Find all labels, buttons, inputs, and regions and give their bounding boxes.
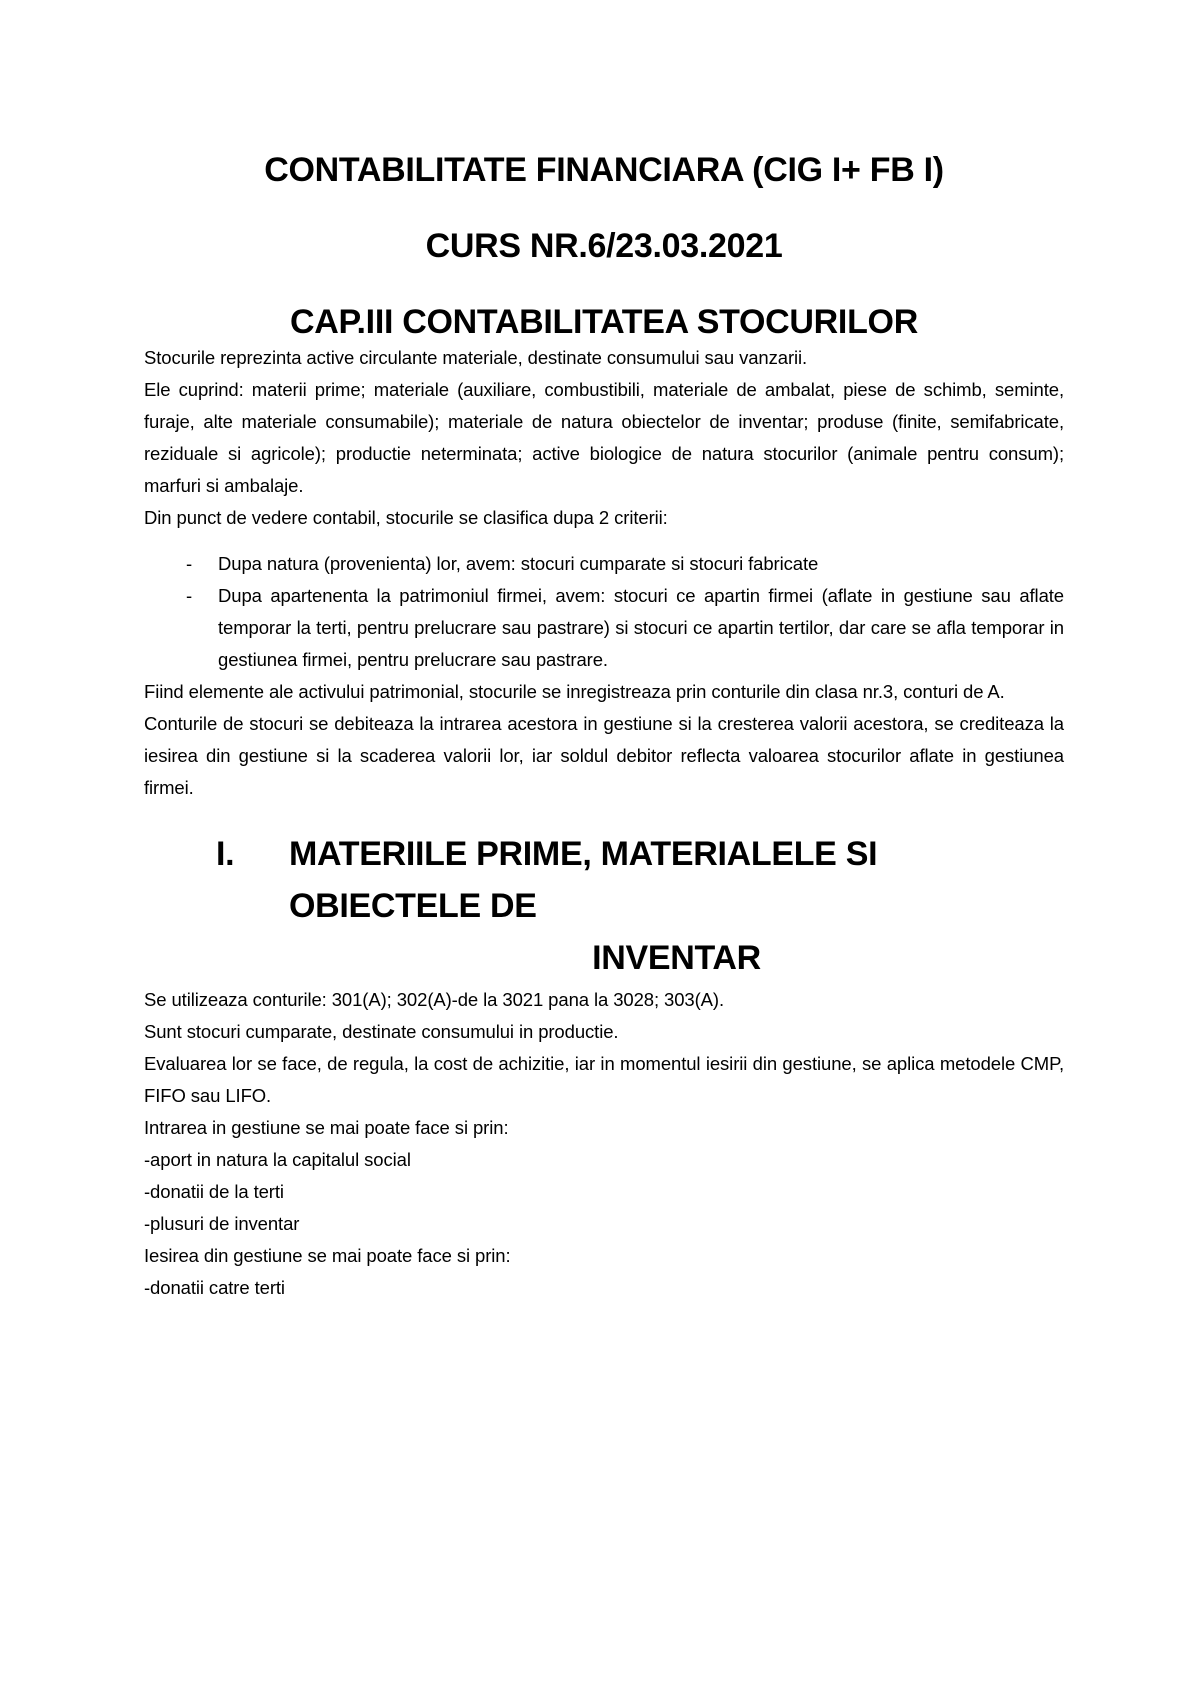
list-marker: - [186,553,193,574]
paragraph-purchased-stocks: Sunt stocuri cumparate, destinate consumului in productie. [144,1021,619,1042]
paragraph-accounts-behavior: Conturile de stocuri se debiteaza la intrarea acestora in gestiune si la cresterea valorii acestora, se crediteaza la iesirea din gestiune si la scaderea valorii lor, iar soldul debitor reflecta valoarea stocurilor aflate in gestiunea firmei. [144,713,1064,798]
paragraph-components: Ele cuprind: materii prime; materiale (auxiliare, combustibili, materiale de ambalat, piese de schimb, seminte, furaje, alte materiale consumabile); materiale de natura obiectelor de inventar; produse (finite, semifabricate, reziduale si agricole); productie neterminata; active biologice de natura stocurilor (animale pentru consum); marfuri si ambalaje. [144,379,1064,496]
paragraph-evaluation: Evaluarea lor se face, de regula, la cost de achizitie, iar in momentul iesirii din gestiune, se aplica metodele CMP, FIFO sau LIFO. [144,1053,1064,1106]
section-heading-line-2: INVENTAR [592,939,761,977]
paragraph-accounts-class: Fiind elemente ale activului patrimonial, stocurile se inregistreaza prin conturile din clasa nr.3, conturi de A. [144,681,1005,702]
list-item-text: Dupa natura (provenienta) lor, avem: stocuri cumparate si stocuri fabricate [218,553,819,574]
page-title: CONTABILITATE FINANCIARA (CIG I+ FB I) [264,151,944,189]
paragraph-entry-contribution: -aport in natura la capitalul social [144,1149,411,1170]
paragraph-exit-donations: -donatii catre terti [144,1277,285,1298]
paragraph-entry-surplus: -plusuri de inventar [144,1213,300,1234]
paragraph-definition: Stocurile reprezinta active circulante materiale, destinate consumului sau vanzarii. [144,347,808,368]
section-heading [144,828,1064,984]
list-item [144,548,1064,580]
list-marker: - [186,585,193,606]
paragraph-entry-intro: Intrarea in gestiune se mai poate face si prin: [144,1117,509,1138]
paragraph-accounts-used: Se utilizeaza conturile: 301(A); 302(A)-de la 3021 pana la 3028; 303(A). [144,989,725,1010]
section-number: I. [216,835,235,873]
list-item [144,580,1064,676]
paragraph-entry-donations: -donatii de la terti [144,1181,284,1202]
document-content [144,150,1064,1304]
section-heading-line-1 [144,828,1064,932]
section-heading-text: MATERIILE PRIME, MATERIALELE SI OBIECTELE DE [289,835,878,925]
chapter-title: CAP.III CONTABILITATEA STOCURILOR [290,303,918,341]
criteria-list [144,548,1064,676]
course-number: CURS NR.6/23.03.2021 [425,227,783,265]
paragraph-exit-intro: Iesirea din gestiune se mai poate face si prin: [144,1245,511,1266]
list-item-text: Dupa apartenenta la patrimoniul firmei, avem: stocuri ce apartin firmei (aflate in gestiune sau aflate temporar la terti, pentru prelucrare sau pastrare) si stocuri ce apartin tertilor, dar care se afla temporar in gestiunea firmei, pentru prelucrare sau pastrare. [218,585,1064,670]
paragraph-classification: Din punct de vedere contabil, stocurile se clasifica dupa 2 criterii: [144,507,668,528]
